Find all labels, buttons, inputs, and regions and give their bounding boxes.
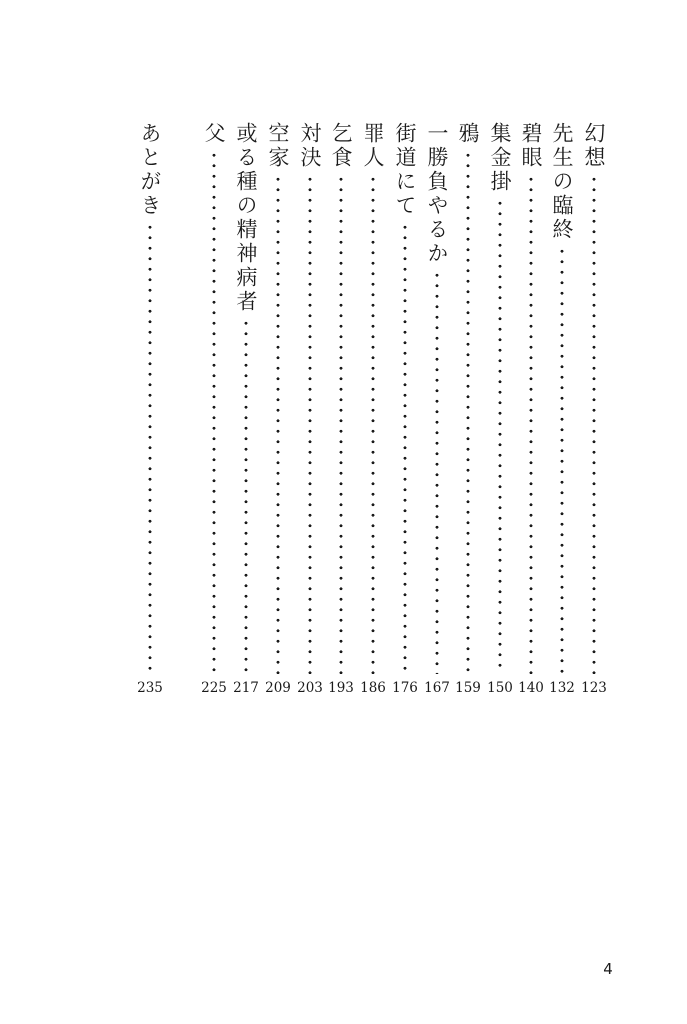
toc-page-number: 225	[201, 680, 227, 696]
toc-entry	[515, 122, 547, 704]
toc-entry	[452, 122, 484, 704]
toc-title: 父	[202, 122, 226, 146]
toc-entry	[294, 122, 326, 704]
dot-leader	[308, 174, 312, 674]
toc-page-number: 235	[137, 680, 163, 696]
toc-entry	[421, 122, 453, 704]
toc-title: 先生の臨終	[550, 122, 574, 242]
dot-leader	[403, 222, 407, 674]
toc-entry	[357, 122, 389, 704]
toc-page-number: 140	[518, 680, 544, 696]
toc-title: 集金掛	[488, 122, 512, 194]
toc-title: 或る種の精神病者	[234, 122, 258, 314]
dot-leader	[244, 318, 248, 674]
dot-leader	[276, 174, 280, 674]
toc-page-number: 209	[265, 680, 291, 696]
toc-title: 幻想	[582, 122, 606, 170]
toc-entry	[325, 122, 357, 704]
toc-title: 碧眼	[519, 122, 543, 170]
toc-title: 対決	[298, 122, 322, 170]
toc-page-number: 217	[233, 680, 259, 696]
toc-page-number: 150	[487, 680, 513, 696]
toc-title: 罪人	[361, 122, 385, 170]
dot-leader	[339, 174, 343, 674]
toc-title: 街道にて	[393, 122, 417, 218]
dot-leader	[371, 174, 375, 674]
toc-entry	[546, 122, 578, 704]
page-number: 4	[603, 960, 613, 978]
dot-leader	[560, 246, 564, 674]
dot-leader	[466, 150, 470, 674]
toc-title: 乞食	[329, 122, 353, 170]
toc-title: あとがき	[138, 122, 162, 218]
toc-page-number: 167	[424, 680, 450, 696]
dot-leader	[212, 150, 216, 674]
dot-leader	[592, 174, 596, 674]
toc-entry	[484, 122, 516, 704]
toc-entry	[230, 122, 262, 704]
toc-page-number: 132	[549, 680, 575, 696]
toc-entry	[262, 122, 294, 704]
dot-leader	[148, 222, 152, 674]
toc-page-number: 203	[297, 680, 323, 696]
dot-leader	[498, 198, 502, 674]
toc-page-number: 123	[581, 680, 607, 696]
toc-entry	[578, 122, 610, 704]
toc-title: 鴉	[456, 122, 480, 146]
toc-entry	[198, 122, 230, 704]
dot-leader	[529, 174, 533, 674]
toc-page-number: 159	[455, 680, 481, 696]
toc-title: 一勝負やるか	[425, 122, 449, 266]
toc-page-number: 186	[360, 680, 386, 696]
toc-page-number: 176	[392, 680, 418, 696]
toc-title: 空家	[266, 122, 290, 170]
toc-page-number: 193	[328, 680, 354, 696]
toc-entry	[389, 122, 421, 704]
dot-leader	[435, 270, 439, 674]
toc-entry	[134, 122, 166, 704]
